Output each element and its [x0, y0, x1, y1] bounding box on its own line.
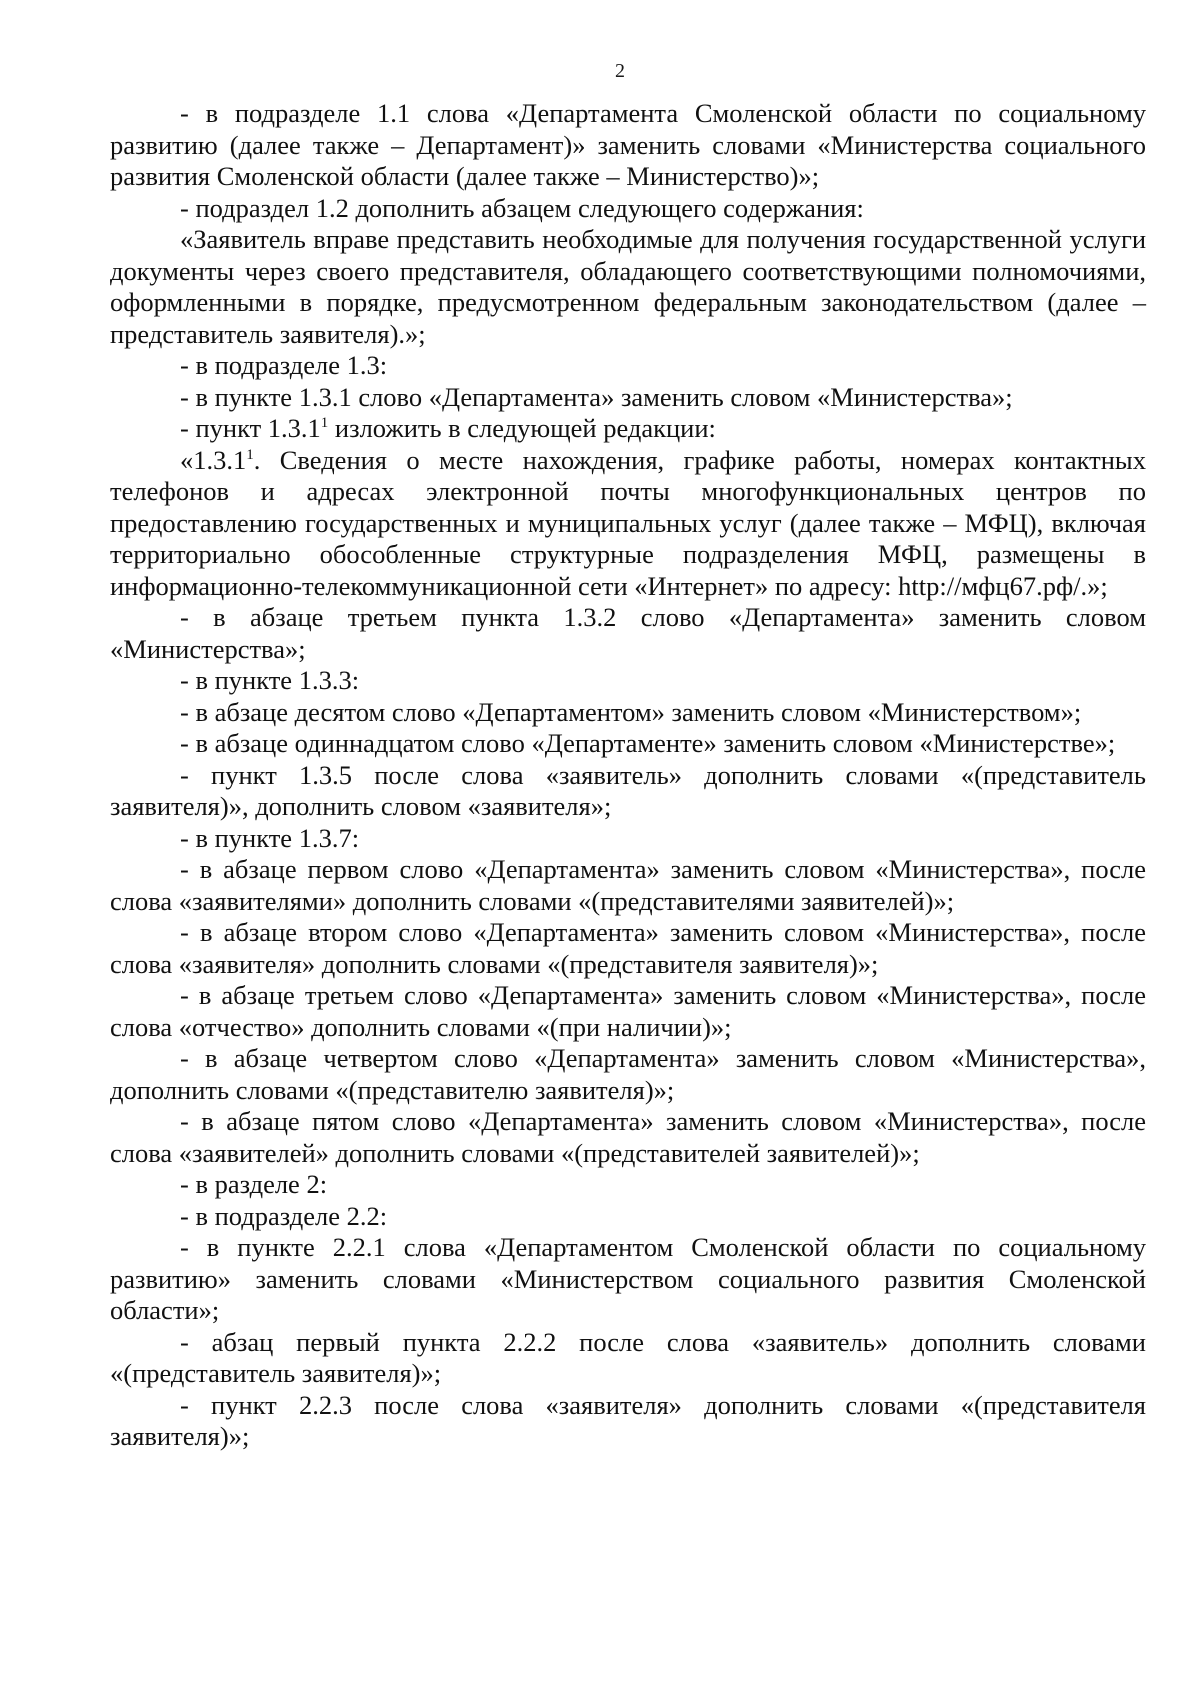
document-body [110, 98, 1146, 1453]
paragraph: - в пункте 1.3.7: [180, 822, 360, 853]
paragraph: - в абзаце третьем пункта 1.3.2 слово «Департамента» заменить словом «Министерства»; [110, 602, 1146, 664]
paragraph: - пункт 2.2.3 после слова «заявителя» дополнить словами «(представителя заявителя)»; [110, 1389, 1146, 1451]
paragraph: - в подразделе 2.2: [180, 1200, 388, 1231]
paragraph: - в подразделе 1.3: [180, 350, 388, 380]
paragraph: - в абзаце одиннадцатом слово «Департаменте» заменить словом «Министерстве»; [180, 728, 1116, 758]
paragraph: - абзац первый пункта 2.2.2 после слова «заявитель» дополнить словами «(представитель заявителя)»; [110, 1326, 1146, 1388]
paragraph: - в абзаце десятом слово «Департаментом» заменить словом «Министерством»; [180, 696, 1082, 727]
paragraph-text: . Сведения о месте нахождения, графике работы, номерах контактных телефонов и адресах электронной почты многофункциональных центров по предоставлению государственных и муниципальных услуг (далее также – МФЦ), включая территориально обособленные структурные подразделения МФЦ, размещены в информационно-телекоммуникационной сети «Интернет» по адресу: http://мфц67.рф/.»; [110, 444, 1146, 601]
paragraph: - подраздел 1.2 дополнить абзацем следующего содержания: [180, 192, 864, 223]
superscript: 1 [320, 415, 329, 432]
paragraph-text: изложить в следующей редакции: [328, 413, 716, 443]
paragraph: - в абзаце первом слово «Департамента» заменить словом «Министерства», после слова «заявителями» дополнить словами «(представителями заявителей)»; [110, 854, 1146, 916]
page-number: 2 [615, 60, 625, 82]
paragraph: - в пункте 2.2.1 слова «Департаментом Смоленской области по социальному развитию» заменить словами «Министерством социального развития Смоленской области»; [110, 1232, 1146, 1325]
paragraph: - в абзаце пятом слово «Департамента» заменить словом «Министерства», после слова «заявителей» дополнить словами «(представителей заявителей)»; [110, 1106, 1146, 1168]
paragraph: «Заявитель вправе представить необходимые для получения государственной услуги документы через своего представителя, обладающего соответствующими полномочиями, оформленными в порядке, предусмотренном федеральным законодательством (далее – представитель заявителя).»; [110, 224, 1146, 349]
superscript: 1 [246, 446, 254, 463]
paragraph: - в абзаце втором слово «Департамента» заменить словом «Министерства», после слова «заявителя» дополнить словами «(представителя заявителя)»; [110, 917, 1146, 979]
paragraph: - в абзаце четвертом слово «Департамента» заменить словом «Министерства», дополнить словами «(представителю заявителя)»; [110, 1043, 1146, 1105]
paragraph: - в подразделе 1.1 слова «Департамента Смоленской области по социальному развитию (далее также – Департамент)» заменить словами «Министерства социального развития Смоленской области (далее также – Министерство)»; [110, 98, 1146, 191]
paragraph [110, 413, 1146, 445]
paragraph: - в пункте 1.3.1 слово «Департамента» заменить словом «Министерства»; [180, 381, 1013, 412]
paragraph-text: - пункт 1.3.1 [180, 413, 321, 443]
paragraph-text: «1.3.1 [180, 444, 247, 475]
paragraph: - в пункте 1.3.3: [180, 665, 360, 695]
paragraph: - в разделе 2: [180, 1169, 328, 1199]
paragraph: - в абзаце третьем слово «Департамента» заменить словом «Министерства», после слова «отчество» дополнить словами «(при наличии)»; [110, 980, 1146, 1042]
paragraph: - пункт 1.3.5 после слова «заявитель» дополнить словами «(представитель заявителя)», дополнить словом «заявителя»; [110, 759, 1146, 821]
paragraph [110, 445, 1146, 603]
